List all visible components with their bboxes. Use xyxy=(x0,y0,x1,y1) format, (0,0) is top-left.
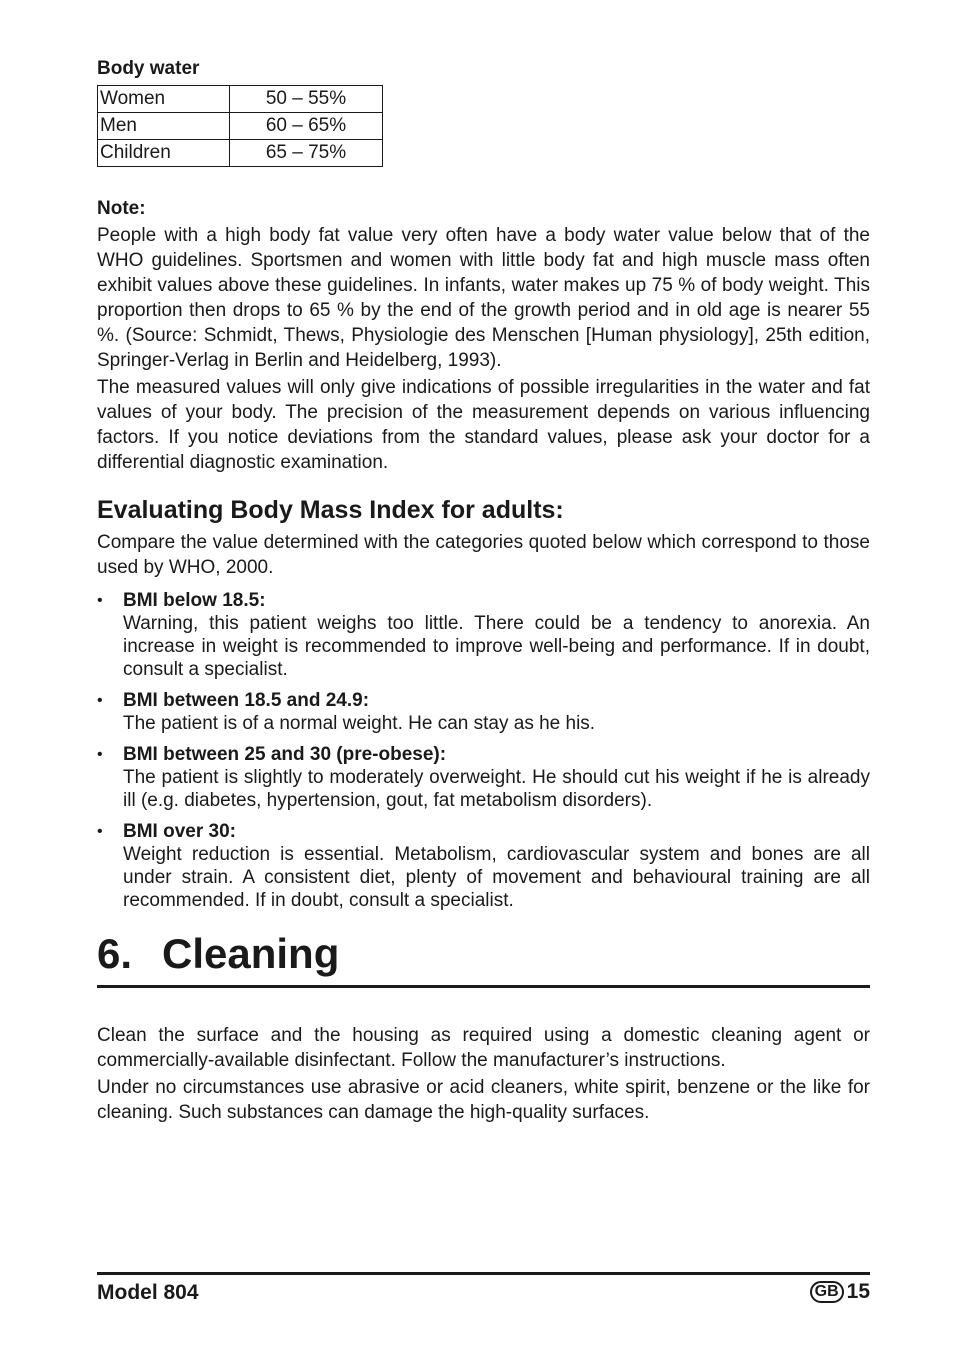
bmi-item-text: Weight reduction is essential. Metabolism, cardiovascular system and bones are all under strain. A consistent diet, plenty of movement and behavioural training are all recommended. If in doubt, consult a specialist. xyxy=(123,844,870,911)
row-label: Women xyxy=(98,86,230,113)
body-water-title: Body water xyxy=(97,58,200,79)
row-value: 65 – 75% xyxy=(230,140,383,167)
bmi-item-text: The patient is of a normal weight. He can stay as he his. xyxy=(123,713,596,734)
row-label: Children xyxy=(98,140,230,167)
row-value: 50 – 55% xyxy=(230,86,383,113)
bmi-intro: Compare the value determined with the categories quoted below which correspond to those used by WHO, 2000. xyxy=(97,532,870,578)
list-item xyxy=(97,820,870,912)
bullet-icon: • xyxy=(97,692,103,709)
footer-page-info xyxy=(810,1280,870,1304)
list-item xyxy=(97,689,870,735)
body-water-table xyxy=(97,85,383,167)
bmi-item-text: Warning, this patient weighs too little. There could be a tendency to anorexia. An increase in weight is recommended to improve well-being and performance. If in doubt, consult a specialist. xyxy=(123,613,870,680)
table-row xyxy=(98,86,383,113)
cleaning-paragraph-1: Clean the surface and the housing as required using a domestic cleaning agent or commercially-available disinfectant. Follow the manufacturer’s instructions. xyxy=(97,1025,870,1071)
cleaning-paragraph-2: Under no circumstances use abrasive or acid cleaners, white spirit, benzene or the like for cleaning. Such substances can damage the high-quality surfaces. xyxy=(97,1077,870,1123)
bmi-item-title: BMI between 18.5 and 24.9: xyxy=(123,690,370,711)
bmi-list xyxy=(97,589,870,920)
heading-divider xyxy=(97,985,870,988)
row-label: Men xyxy=(98,113,230,140)
country-badge: GB xyxy=(810,1281,844,1303)
bullet-icon: • xyxy=(97,746,103,763)
table-row xyxy=(98,140,383,167)
bmi-item-title: BMI between 25 and 30 (pre-obese): xyxy=(123,744,447,765)
bmi-item-text: The patient is slightly to moderately overweight. He should cut his weight if he is already ill (e.g. diabetes, hypertension, gout, fat metabolism disorders). xyxy=(123,767,870,811)
note-paragraph-1: People with a high body fat value very often have a body water value below that of the WHO guidelines. Sportsmen and women with little body fat and high muscle mass often exhibit values above these guidelines. In infants, water makes up 75 % of body weight. This proportion then drops to 65 % by the end of the growth period and in old age is nearer 55 %. (Source: Schmidt, Thews, Physiologie des Menschen [Human physiology], 25th edition, Springer-Verlag in Berlin and Heidelberg, 1993). xyxy=(97,225,870,371)
row-value: 60 – 65% xyxy=(230,113,383,140)
bmi-item-title: BMI below 18.5: xyxy=(123,590,266,611)
page-number: 15 xyxy=(846,1280,870,1303)
section-number: 6. xyxy=(97,930,133,977)
table-row xyxy=(98,113,383,140)
list-item xyxy=(97,589,870,681)
note-paragraph-2: The measured values will only give indications of possible irregularities in the water and fat values of your body. The precision of the measurement depends on various influencing factors. If you notice deviations from the standard values, please ask your doctor for a differential diagnostic examination. xyxy=(97,377,870,473)
bmi-item-title: BMI over 30: xyxy=(123,821,236,842)
bullet-icon: • xyxy=(97,823,103,840)
list-item xyxy=(97,743,870,812)
bullet-icon: • xyxy=(97,592,103,609)
cleaning-heading xyxy=(97,930,339,978)
footer-model: Model 804 xyxy=(97,1281,199,1304)
section-title: Cleaning xyxy=(162,930,340,977)
bmi-heading: Evaluating Body Mass Index for adults: xyxy=(97,496,564,524)
note-title: Note: xyxy=(97,198,146,219)
footer-divider xyxy=(97,1272,870,1275)
